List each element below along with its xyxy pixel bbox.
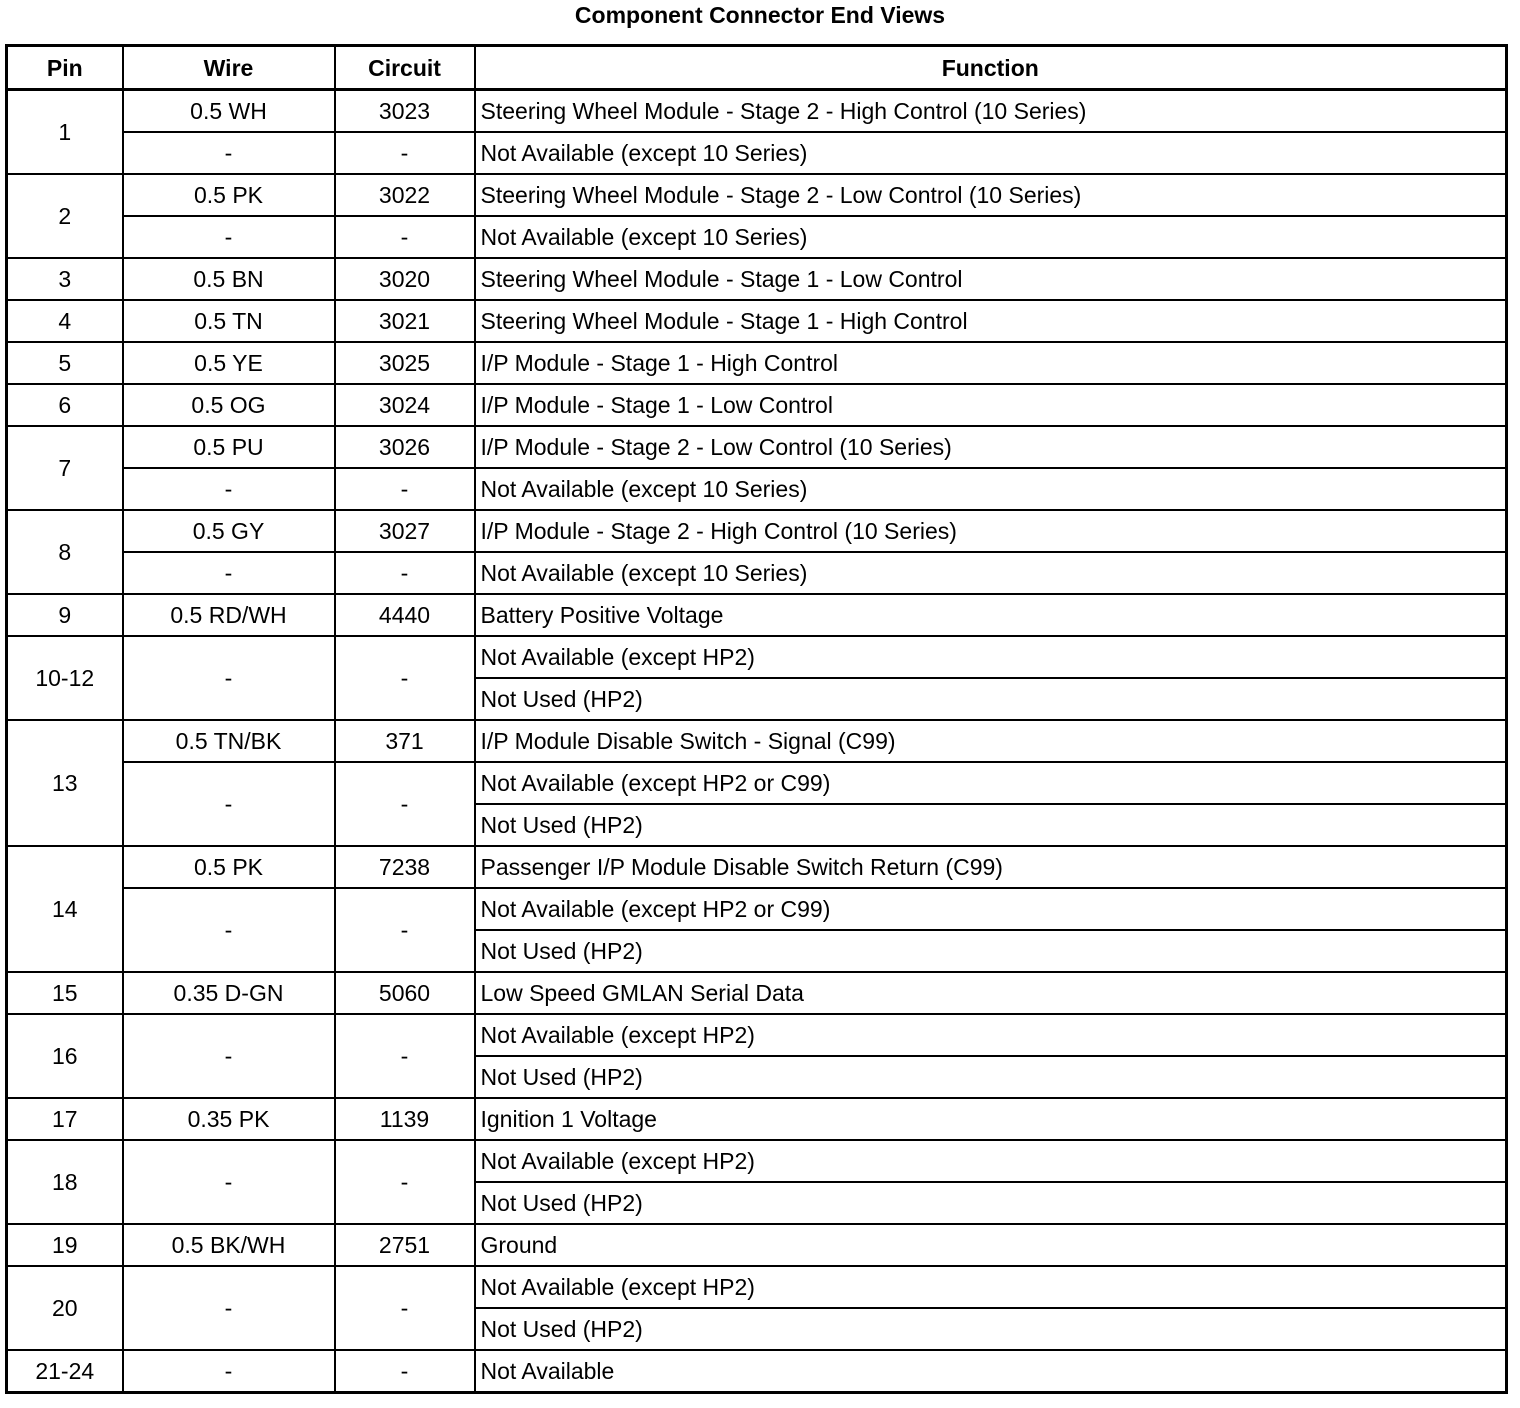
table-row (7, 1224, 1507, 1266)
function-cell: I/P Module - Stage 1 - High Control (475, 342, 1507, 384)
function-cell: Ground (475, 1224, 1507, 1266)
circuit-cell: 3026 (335, 426, 475, 468)
pin-cell: 16 (7, 1014, 123, 1098)
wire-cell: 0.35 D-GN (123, 972, 335, 1014)
circuit-cell: 3023 (335, 90, 475, 133)
table-row (7, 1140, 1507, 1182)
circuit-cell: - (335, 216, 475, 258)
pin-cell: 5 (7, 342, 123, 384)
table-row (7, 90, 1507, 133)
wire-cell: 0.5 TN (123, 300, 335, 342)
wire-cell: 0.5 OG (123, 384, 335, 426)
document-title: Component Connector End Views (574, 2, 946, 28)
table-header-row (7, 46, 1507, 90)
wire-cell: - (123, 1140, 335, 1224)
circuit-cell: 3022 (335, 174, 475, 216)
table-row (7, 342, 1507, 384)
table-row (7, 1014, 1507, 1056)
circuit-cell: 4440 (335, 594, 475, 636)
circuit-cell: - (335, 636, 475, 720)
table-row (7, 216, 1507, 258)
table-row (7, 1098, 1507, 1140)
column-header-wire: Wire (123, 46, 335, 90)
circuit-cell: 3024 (335, 384, 475, 426)
function-cell: Not Used (HP2) (475, 1308, 1507, 1350)
function-cell: Not Used (HP2) (475, 1182, 1507, 1224)
table-row (7, 426, 1507, 468)
table-row (7, 636, 1507, 678)
function-cell: Not Available (except HP2) (475, 1266, 1507, 1308)
table-row (7, 384, 1507, 426)
function-cell: I/P Module - Stage 2 - Low Control (10 Series) (475, 426, 1507, 468)
circuit-cell: - (335, 1350, 475, 1393)
circuit-cell: 5060 (335, 972, 475, 1014)
pin-cell: 14 (7, 846, 123, 972)
table-row (7, 594, 1507, 636)
pin-cell: 4 (7, 300, 123, 342)
function-cell: I/P Module Disable Switch - Signal (C99) (475, 720, 1507, 762)
table-row (7, 552, 1507, 594)
wire-cell: 0.5 GY (123, 510, 335, 552)
function-cell: Not Available (except HP2) (475, 1014, 1507, 1056)
pin-cell: 9 (7, 594, 123, 636)
wire-cell: - (123, 762, 335, 846)
circuit-cell: 3020 (335, 258, 475, 300)
table-row (7, 174, 1507, 216)
circuit-cell: 3025 (335, 342, 475, 384)
pin-cell: 1 (7, 90, 123, 175)
wire-cell: - (123, 552, 335, 594)
circuit-cell: 3021 (335, 300, 475, 342)
pin-cell: 15 (7, 972, 123, 1014)
function-cell: Not Available (except 10 Series) (475, 468, 1507, 510)
table-row (7, 972, 1507, 1014)
circuit-cell: - (335, 1266, 475, 1350)
function-cell: Low Speed GMLAN Serial Data (475, 972, 1507, 1014)
pin-cell: 17 (7, 1098, 123, 1140)
circuit-cell: - (335, 468, 475, 510)
function-cell: Not Available (except HP2) (475, 636, 1507, 678)
column-header-pin: Pin (7, 46, 123, 90)
table-row (7, 762, 1507, 804)
table-row (7, 258, 1507, 300)
function-cell: Not Available (except 10 Series) (475, 216, 1507, 258)
wire-cell: - (123, 1266, 335, 1350)
pin-cell: 8 (7, 510, 123, 594)
function-cell: Not Available (except 10 Series) (475, 132, 1507, 174)
function-cell: Steering Wheel Module - Stage 2 - High Control (10 Series) (475, 90, 1507, 133)
circuit-cell: 3027 (335, 510, 475, 552)
table-row (7, 300, 1507, 342)
function-cell: Ignition 1 Voltage (475, 1098, 1507, 1140)
function-cell: I/P Module - Stage 1 - Low Control (475, 384, 1507, 426)
table-row (7, 132, 1507, 174)
function-cell: Not Used (HP2) (475, 804, 1507, 846)
pin-cell: 10-12 (7, 636, 123, 720)
circuit-cell: - (335, 888, 475, 972)
wire-cell: 0.5 WH (123, 90, 335, 133)
circuit-cell: - (335, 1014, 475, 1098)
table-row (7, 846, 1507, 888)
table-body (7, 90, 1507, 1393)
table-row (7, 888, 1507, 930)
pin-cell: 20 (7, 1266, 123, 1350)
column-header-circuit: Circuit (335, 46, 475, 90)
pin-cell: 6 (7, 384, 123, 426)
circuit-cell: - (335, 132, 475, 174)
pin-cell: 2 (7, 174, 123, 258)
wire-cell: - (123, 1014, 335, 1098)
circuit-cell: - (335, 1140, 475, 1224)
wire-cell: - (123, 132, 335, 174)
wire-cell: 0.5 PU (123, 426, 335, 468)
wire-cell: - (123, 1350, 335, 1393)
column-header-function: Function (475, 46, 1507, 90)
wire-cell: - (123, 636, 335, 720)
function-cell: Steering Wheel Module - Stage 2 - Low Control (10 Series) (475, 174, 1507, 216)
table-row (7, 1350, 1507, 1393)
pin-cell: 3 (7, 258, 123, 300)
wire-cell: 0.5 RD/WH (123, 594, 335, 636)
circuit-cell: 371 (335, 720, 475, 762)
pin-cell: 19 (7, 1224, 123, 1266)
wire-cell: 0.35 PK (123, 1098, 335, 1140)
function-cell: Not Available (except HP2) (475, 1140, 1507, 1182)
wire-cell: 0.5 BN (123, 258, 335, 300)
function-cell: Passenger I/P Module Disable Switch Return (C99) (475, 846, 1507, 888)
function-cell: Steering Wheel Module - Stage 1 - High Control (475, 300, 1507, 342)
wire-cell: 0.5 PK (123, 846, 335, 888)
circuit-cell: 7238 (335, 846, 475, 888)
pin-cell: 18 (7, 1140, 123, 1224)
function-cell: Not Available (475, 1350, 1507, 1393)
pin-cell: 13 (7, 720, 123, 846)
table-row (7, 510, 1507, 552)
function-cell: Not Available (except 10 Series) (475, 552, 1507, 594)
pin-cell: 21-24 (7, 1350, 123, 1393)
function-cell: I/P Module - Stage 2 - High Control (10 Series) (475, 510, 1507, 552)
table-row (7, 1266, 1507, 1308)
table-row (7, 468, 1507, 510)
circuit-cell: - (335, 762, 475, 846)
function-cell: Not Used (HP2) (475, 1056, 1507, 1098)
function-cell: Battery Positive Voltage (475, 594, 1507, 636)
function-cell: Steering Wheel Module - Stage 1 - Low Control (475, 258, 1507, 300)
wire-cell: 0.5 TN/BK (123, 720, 335, 762)
wire-cell: 0.5 BK/WH (123, 1224, 335, 1266)
pin-cell: 7 (7, 426, 123, 510)
function-cell: Not Used (HP2) (475, 678, 1507, 720)
function-cell: Not Available (except HP2 or C99) (475, 888, 1507, 930)
connector-pinout-table (5, 44, 1508, 1394)
function-cell: Not Available (except HP2 or C99) (475, 762, 1507, 804)
wire-cell: - (123, 888, 335, 972)
circuit-cell: - (335, 552, 475, 594)
wire-cell: - (123, 216, 335, 258)
circuit-cell: 2751 (335, 1224, 475, 1266)
circuit-cell: 1139 (335, 1098, 475, 1140)
table-row (7, 720, 1507, 762)
wire-cell: 0.5 YE (123, 342, 335, 384)
wire-cell: 0.5 PK (123, 174, 335, 216)
function-cell: Not Used (HP2) (475, 930, 1507, 972)
wire-cell: - (123, 468, 335, 510)
